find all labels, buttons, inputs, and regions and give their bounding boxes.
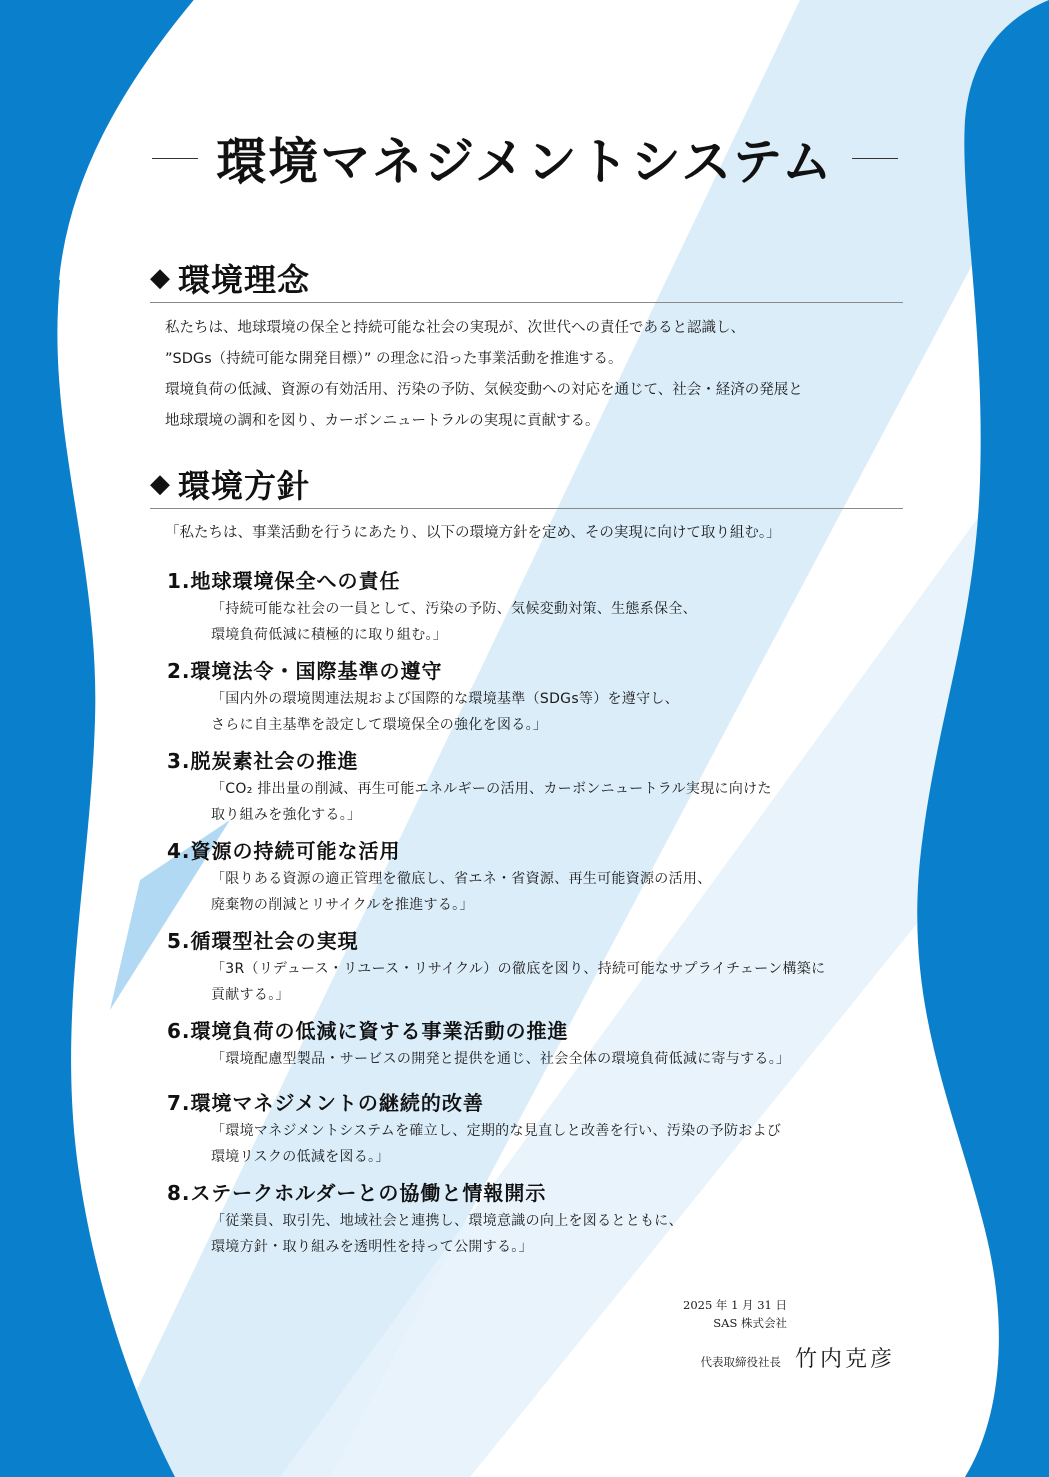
policy-item-line: 環境負荷低減に積極的に取り組む。」 (211, 627, 448, 643)
signature-name: 竹内克彦 (794, 1347, 895, 1372)
philosophy-heading-label: 環境理念 (178, 261, 311, 299)
policy-item-title: 1.地球環境保全への責任 (167, 569, 401, 593)
policy-item-line: 「3R（リデュース・リユース・リサイクル）の徹底を図り、持続可能なサプライチェーン構築に (211, 961, 826, 977)
signature-block (683, 1296, 895, 1373)
philosophy-line: 環境負荷の低減、資源の有効活用、汚染の予防、気候変動への対応を通じて、社会・経済の発展と (165, 382, 803, 398)
policy-item-line: 貢献する。」 (211, 987, 290, 1003)
philosophy-line: 地球環境の調和を図り、カーボンニュートラルの実現に貢献する。 (165, 413, 600, 429)
policy-item-line: さらに自主基準を設定して環境保全の強化を図る。」 (211, 717, 548, 733)
policy-item (167, 836, 887, 926)
philosophy-line: 私たちは、地球環境の保全と持続可能な社会の実現が、次世代への責任であると認識し、 (165, 320, 745, 336)
diamond-icon: ◆ (150, 263, 170, 293)
policy-item-line: 環境方針・取り組みを透明性を持って公開する。」 (211, 1239, 533, 1255)
policy-item-title: 5.循環型社会の実現 (167, 929, 359, 953)
policy-item (167, 1178, 887, 1268)
title-rule-left (152, 158, 198, 159)
policy-item-title: 2.環境法令・国際基準の遵守 (167, 659, 443, 683)
policy-item-line: 「環境マネジメントシステムを確立し、定期的な見直しと改善を行い、汚染の予防および (211, 1123, 782, 1139)
policy-item-line: 「従業員、取引先、地域社会と連携し、環境意識の向上を図るとともに、 (211, 1213, 683, 1229)
policy-item-title: 4.資源の持続可能な活用 (167, 839, 401, 863)
document-title (150, 118, 900, 198)
signature-position: 代表取締役社長 (700, 1355, 781, 1369)
policy-item (167, 926, 887, 1016)
philosophy-line: ”SDGs（持続可能な開発目標）” の理念に沿った事業活動を推進する。 (165, 351, 623, 367)
policy-item-title: 7.環境マネジメントの継続的改善 (167, 1091, 484, 1115)
policy-item-line: 廃棄物の削減とリサイクルを推進する。」 (211, 897, 474, 913)
policy-item-line: 「限りある資源の適正管理を徹底し、省エネ・省資源、再生可能資源の活用、 (211, 871, 712, 887)
policy-item-line: 「持続可能な社会の一員として、汚染の予防、気候変動対策、生態系保全、 (211, 601, 697, 617)
diamond-icon: ◆ (150, 469, 170, 499)
philosophy-heading (150, 254, 903, 303)
policy-item-line: 取り組みを強化する。」 (211, 807, 362, 823)
policy-item (167, 1088, 887, 1178)
policy-item-title: 8.ステークホルダーとの協働と情報開示 (167, 1181, 547, 1205)
policy-list (167, 566, 887, 1268)
policy-item-title: 6.環境負荷の低減に資する事業活動の推進 (167, 1019, 569, 1043)
policy-item-title: 3.脱炭素社会の推進 (167, 749, 359, 773)
signature-date: 2025 年 1 月 31 日 (683, 1298, 787, 1312)
policy-item (167, 566, 887, 656)
policy-intro: 「私たちは、事業活動を行うにあたり、以下の環境方針を定め、その実現に向けて取り組む。」 (165, 525, 781, 541)
page-title: 環境マネジメントシステム (216, 133, 834, 191)
policy-heading-label: 環境方針 (178, 467, 311, 505)
policy-item (167, 656, 887, 746)
policy-item (167, 746, 887, 836)
policy-item-line: 環境リスクの低減を図る。」 (211, 1149, 390, 1165)
policy-item (167, 1016, 887, 1088)
policy-item-line: 「環境配慮型製品・サービスの開発と提供を通じ、社会全体の環境負荷低減に寄与する。」 (211, 1051, 791, 1067)
philosophy-text (165, 313, 905, 437)
policy-heading (150, 460, 903, 509)
signature-row (683, 1342, 895, 1373)
signature-company: SAS 株式会社 (713, 1316, 787, 1330)
policy-item-line: 「CO₂ 排出量の削減、再生可能エネルギーの活用、カーボンニュートラル実現に向けた (211, 781, 772, 797)
title-rule-right (852, 158, 898, 159)
policy-item-line: 「国内外の環境関連法規および国際的な環境基準（SDGs等）を遵守し、 (211, 691, 680, 707)
